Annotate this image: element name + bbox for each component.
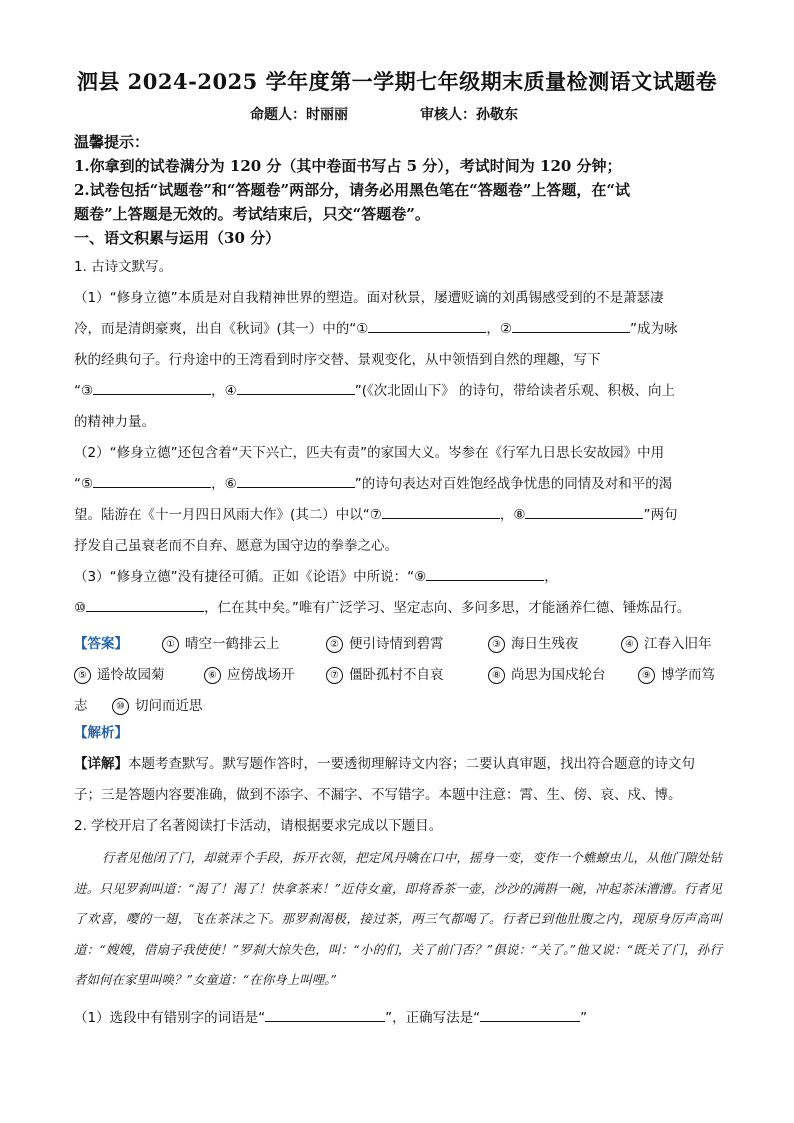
question-2-sub1: （1）选段中有错别字的词语是“ ”，正确写法是“ ” <box>74 1006 587 1026</box>
section-heading: 一、语文积累与运用（30 分） <box>74 229 281 247</box>
notice-item-2-line1: 2.试卷包括“试题卷”和“答题卷”两部分，请务必用黑色笔在“答题卷”上答题，在“试 <box>74 181 631 199</box>
q1-part1-line5: 的精神力量。 <box>74 414 155 430</box>
answer-item: ⑥ 应傍战场开 <box>204 663 295 684</box>
answer-row-2 <box>74 663 722 683</box>
answer-blank[interactable] <box>93 472 211 488</box>
answer-blank[interactable] <box>93 379 211 395</box>
notice <box>74 130 722 250</box>
answer-blank[interactable] <box>525 503 643 519</box>
answer-label: 【答案】 <box>74 636 128 652</box>
analysis-label: 【解析】 <box>74 725 128 741</box>
answer-item: ⑦ 僵卧孤村不自哀 <box>326 663 444 684</box>
q1-part2-line3: 望。陆游在《十一月四日风雨大作》(其二）中以“⑦ ，⑧ ”两句 <box>74 500 722 531</box>
q1-part2-line1: （2）“修身立德”还包含着“天下兴亡，匹夫有责”的家国大义。岑参在《行军九日思长安故园》中用 <box>74 445 665 461</box>
analysis-detail-line2: 子；三是答题内容要准确，做到不添字、不漏字、不写错字。本题中注意：霄、生、傍、哀、戍、博。 <box>74 787 682 803</box>
q1-part1-line1: （1）“修身立德”本质是对自我精神世界的塑造。面对秋景，屡遭贬谪的刘禹锡感受到的不是萧瑟凄 <box>74 290 664 306</box>
reading-passage: 行者见他闭了门，却就弄个手段，拆开衣领，把定风丹噙在口中，摇身一变，变作一个蟭蟟虫儿，从他门隙处钻进。只见罗刹叫道：“渴了！渴了！快拿茶来！”近侍女童，即将香茶一壶，沙沙的满斟一碗，冲起茶沫漕漕。行者见了欢喜，嘤的一翅，飞在茶沫之下。那罗刹渴极，接过茶，两三气都喝了。行者已到他肚腹之内，现原身厉声高叫道：“嫂嫂，借扇子我使使！”罗刹大惊失色，叫：“小的们，关了前门否？”俱说：“关了。”他又说：“既关了门，孙行者如何在家里叫唤？”女童道：“在你身上叫哩。” <box>74 850 722 987</box>
answer-blank[interactable] <box>426 565 544 581</box>
answer-blank[interactable] <box>237 379 355 395</box>
answer-item: ⑨ 博学而笃 <box>638 663 715 684</box>
author-line <box>250 104 518 124</box>
answer-blank[interactable] <box>382 503 500 519</box>
q1-part1-line4: “③ ，④ ”(《次北固山下》 的诗句，带给读者乐观、积极、向上 <box>74 376 722 407</box>
answer-item: ⑩ 切问而近思 <box>112 694 203 715</box>
answer-item: ④ 江春入旧年 <box>621 632 712 653</box>
q1-part2-line4: 抒发自己虽衰老而不自弃、愿意为国守边的拳拳之心。 <box>74 538 398 554</box>
notice-heading: 温馨提示： <box>74 133 150 151</box>
answer-item: ⑤ 遥怜故园菊 <box>74 663 165 684</box>
notice-item-1: 1.你拿到的试卷满分为 120 分（其中卷面书写占 5 分），考试时间为 120 分钟； <box>74 157 622 175</box>
q1-part1-line3: 秋的经典句子。行舟途中的王湾看到时序交替、景观变化，从中领悟到自然的理趣，写下 <box>74 352 601 368</box>
answer-blank[interactable] <box>86 596 204 612</box>
page-title: 泗县 2024-2025 学年度第一学期七年级期末质量检测语文试题卷 <box>76 69 718 94</box>
answer-item: ③ 海日生残夜 <box>488 632 579 653</box>
question-2-stem: 2. 学校开启了名著阅读打卡活动，请根据要求完成以下题目。 <box>74 818 443 834</box>
q1-part3-line2: ⑩ ，仁在其中矣。”唯有广泛学习、坚定志向、多问多思，才能涵养仁德、锤炼品行。 <box>74 593 722 624</box>
analysis <box>74 718 722 842</box>
answer-item: ⑧ 尚思为国戍轮台 <box>488 663 606 684</box>
analysis-detail-line1: 【详解】本题考查默写。默写题作答时，一要透彻理解诗文内容；二要认真审题，找出符合题意的诗文句 <box>74 756 695 772</box>
answer-item: ② 便引诗情到碧霄 <box>326 632 444 653</box>
answer-blank[interactable] <box>237 472 355 488</box>
question-1 <box>74 252 722 624</box>
answer-row-1 <box>74 632 722 652</box>
answer-row-3 <box>74 694 722 714</box>
reviewer-name: 审核人：孙敬东 <box>420 107 518 123</box>
answer-blank[interactable] <box>512 317 630 333</box>
q1-part2-line2: “⑤ ，⑥ ”的诗句表达对百姓饱经战争忧患的同情及对和平的渴 <box>74 469 722 500</box>
question-stem: 1. 古诗文默写。 <box>74 259 173 275</box>
notice-item-2-line2: 题卷”上答题是无效的。考试结束后，只交“答题卷”。 <box>74 205 430 223</box>
answer-blank[interactable] <box>480 1006 580 1022</box>
q1-part3-line1: （3）“修身立德”没有捷径可循。正如《论语》中所说：“⑨ ， <box>74 562 722 593</box>
answer-blank[interactable] <box>265 1006 385 1022</box>
q1-part1-line2: 冷，而是清朗豪爽，出自《秋词》(其一）中的“① ，② ”成为咏 <box>74 314 722 345</box>
author-name: 命题人：时丽丽 <box>250 107 348 123</box>
answer-blank[interactable] <box>368 317 486 333</box>
answer-item: ① 晴空一鹤排云上 <box>162 632 280 653</box>
answer-item-continued: 志 <box>74 698 88 714</box>
